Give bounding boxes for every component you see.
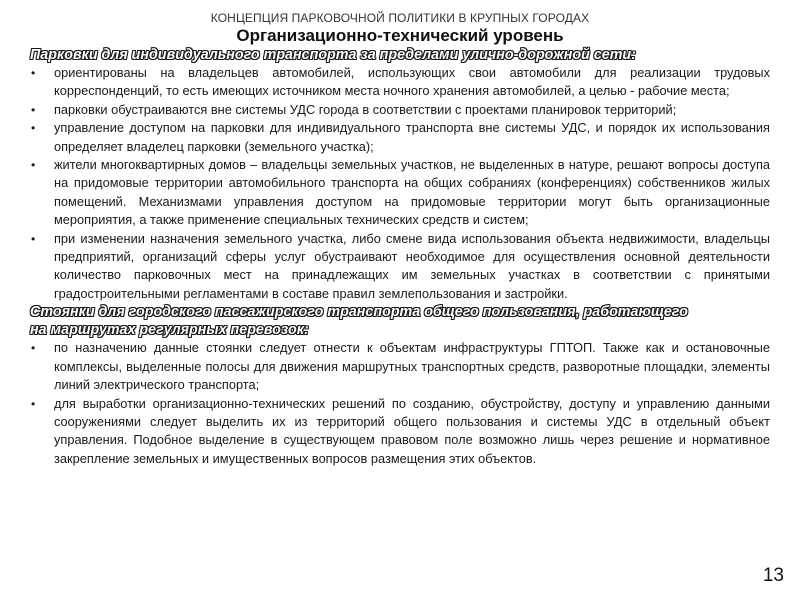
list-item xyxy=(30,64,770,101)
bullet-text: ориентированы на владельцев автомобилей, использующих свои автомобили для реализации трудовых корреспонденций, то есть имеющих источником места ночного хранения автомобилей, а целью - рабочие места; xyxy=(54,65,770,99)
bullet-icon: • xyxy=(31,158,36,173)
bullet-icon: • xyxy=(31,231,36,246)
list-item xyxy=(30,339,770,394)
bullet-text: парковки обустраиваются вне системы УДС города в соответствии с проектами планировок территорий; xyxy=(54,101,677,117)
slide-title: Организационно-технический уровень xyxy=(236,26,564,45)
bullet-icon: • xyxy=(31,341,36,356)
bullet-text: при изменении назначения земельного участка, либо смене вида использования объекта недвижимости, владельцы предприятий, организаций сферы услуг обустраивают необходимое для осуществления основной деятельности количество парковочных мест на принадлежащих им земельных участках в соответствии с принятыми градостроительными регламентами в составе правил землепользования и застройки. xyxy=(54,230,770,301)
bullet-text: жители многоквартирных домов – владельцы земельных участков, не выделенных в натуре, решают вопросы доступа на придомовые территории автомобильного транспорта на общих собраниях (конференциях) собственников жилых помещений. Механизмами управления доступом на придомовые территории могут быть организационные мероприятия, а также применение специальных технических средств и систем; xyxy=(54,157,770,228)
page-number: 13 xyxy=(762,565,784,586)
section-heading-public-transport-line2: на маршрутах регулярных перевозок: xyxy=(30,322,309,339)
section-heading-public-transport-line1: Стоянки для городского пассажирского транспорта общего пользования, работающего xyxy=(30,304,688,321)
bullet-icon: • xyxy=(31,66,36,80)
list-item xyxy=(30,156,770,230)
slide-body xyxy=(30,46,770,468)
bullet-icon: • xyxy=(31,396,36,411)
bullet-text: по назначению данные стоянки следует отнести к объектам инфраструктуры ГПТОП. Также как и остановочные комплексы, выделенные полосы для движения маршрутных транспортных средств, разворотные площадки, элементы линий электрического транспорта; xyxy=(54,340,770,393)
bullet-icon: • xyxy=(31,102,36,117)
list-item xyxy=(30,230,770,304)
list-item xyxy=(30,119,770,156)
bullet-icon: • xyxy=(31,121,36,136)
bullet-text: управление доступом на парковки для индивидуального транспорта вне системы УДС, и порядок их использования определяет владелец парковки (земельного участка); xyxy=(54,120,770,154)
bullet-list-individual-parking xyxy=(30,64,770,303)
bullet-list-public-transport xyxy=(30,339,770,468)
list-item xyxy=(30,395,770,469)
presentation-supertitle: КОНЦЕПЦИЯ ПАРКОВОЧНОЙ ПОЛИТИКИ В КРУПНЫХ ГОРОДАХ xyxy=(210,11,590,25)
section-heading-individual-parking: Парковки для индивидуального транспорта за пределами улично-дорожной сети: xyxy=(30,47,636,63)
list-item xyxy=(30,101,770,119)
bullet-text: для выработки организационно-технических решений по созданию, обустройству, доступу и управлению данными сооружениями следует выделить их из территорий общего пользования и системы УДС в отдельный объект управления. Подобное выделение в существующем правовом поле возможно лишь через решение и нормативное закрепление земельных и имущественных вопросов размещения этих объектов. xyxy=(54,395,770,466)
